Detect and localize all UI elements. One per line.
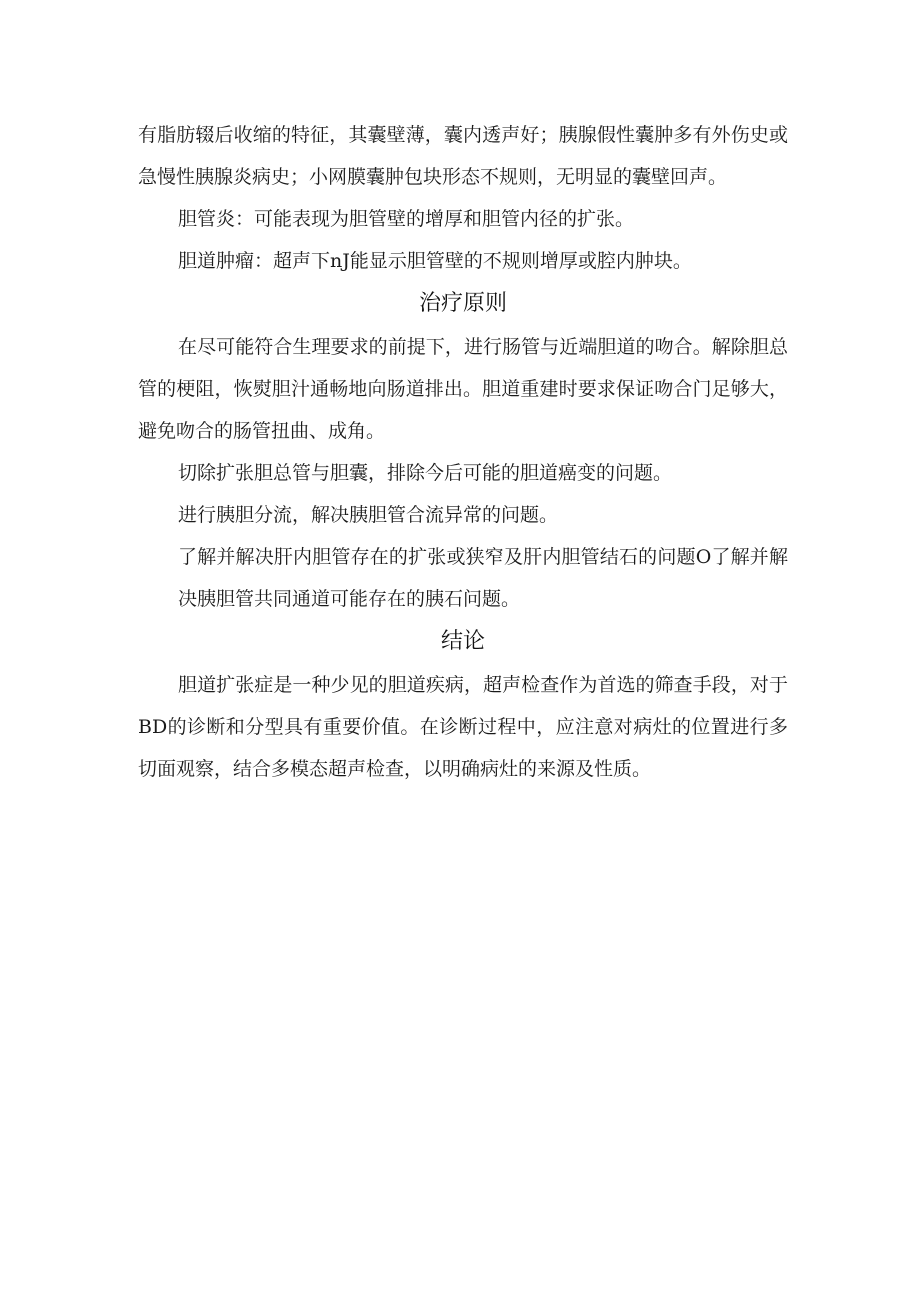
paragraph-conclusion: 胆道扩张症是一种少见的胆道疾病，超声检查作为首选的筛查手段，对于BD的诊断和分型具有重要价值。在诊断过程中，应注意对病灶的位置进行多切面观察，结合多模态超声检查，以明确病灶的来源及性质。: [138, 674, 788, 780]
paragraph-treatment-excision: 切除扩张胆总管与胆囊，排除今后可能的胆道癌变的问题。: [178, 462, 673, 484]
heading-conclusion: 结论: [440, 629, 485, 654]
paragraph-differential-cysts: 有脂肪辍后收缩的特征，其囊壁薄，囊内透声好；胰腺假性囊肿多有外伤史或急慢性胰腺炎病史；小网膜囊肿包块形态不规则，无明显的囊壁回声。: [138, 124, 788, 188]
paragraph-treatment-diversion: 进行胰胆分流，解决胰胆管合流异常的问题。: [178, 504, 559, 526]
heading-treatment-principles: 治疗原则: [418, 291, 507, 316]
document-body: [138, 114, 788, 790]
paragraph-treatment-anastomosis: 在尽可能符合生理要求的前提下，进行肠管与近端胆道的吻合。解除胆总管的梗阻，恢熨胆汁通畅地向肠道排出。胆道重建时要求保证吻合门足够大，避免吻合的肠管扭曲、成角。: [138, 336, 788, 442]
paragraph-treatment-intrahepatic: 了解并解决肝内胆管存在的扩张或狭窄及肝内胆管结石的问题O了解并解决胰胆管共同通道可能存在的胰石问题。: [178, 546, 788, 610]
paragraph-biliary-tumor: 胆道肿瘤：超声下nJ能显示胆管壁的不规则增厚或腔内肿块。: [178, 250, 692, 272]
paragraph-cholangitis: 胆管炎：可能表现为胆管壁的增厚和胆管内径的扩张。: [178, 208, 635, 230]
